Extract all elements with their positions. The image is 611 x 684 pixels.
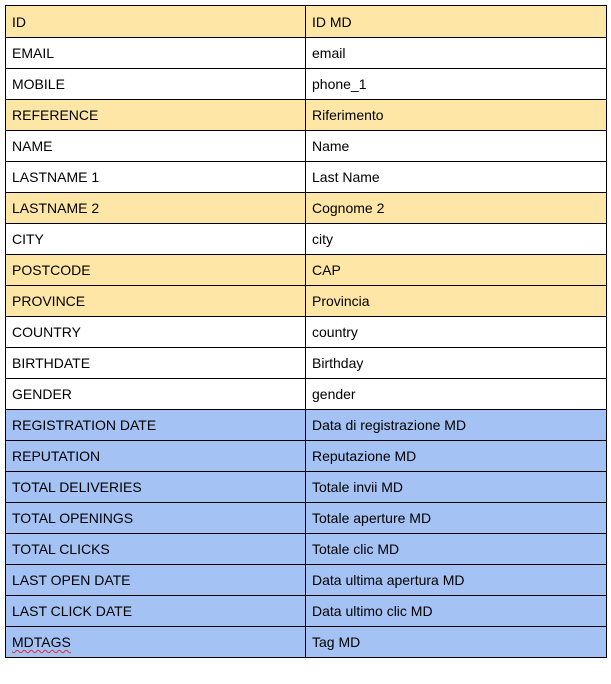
cell-id-md[interactable] [306, 100, 607, 131]
document-page [5, 5, 607, 658]
cell-id-md-text: city [312, 231, 333, 247]
cell-id-md-text: Tag MD [312, 634, 361, 650]
cell-id-text: EMAIL [12, 45, 55, 61]
table-row [6, 193, 607, 224]
cell-id-text: MOBILE [12, 76, 65, 92]
table-row [6, 286, 607, 317]
field-mapping-table [5, 5, 607, 658]
cell-id[interactable] [6, 255, 306, 286]
cell-id-md-text: Totale aperture MD [312, 510, 432, 526]
cell-id[interactable] [6, 627, 306, 658]
table-row [6, 6, 607, 38]
cell-id-text: TOTAL CLICKS [12, 541, 110, 557]
cell-id-md-text: Name [312, 138, 350, 154]
cell-id-md[interactable] [306, 472, 607, 503]
cell-id[interactable] [6, 6, 306, 38]
cell-id-text: LASTNAME 1 [12, 169, 100, 185]
table-row [6, 131, 607, 162]
cell-id-md[interactable] [306, 379, 607, 410]
cell-id-md[interactable] [306, 441, 607, 472]
cell-id-text: NAME [12, 138, 53, 154]
cell-id-md[interactable] [306, 162, 607, 193]
cell-id-md-text: email [312, 45, 346, 61]
cell-id-text: MDTAGS [12, 634, 71, 650]
cell-id-md[interactable] [306, 534, 607, 565]
table-row [6, 596, 607, 627]
cell-id-md[interactable] [306, 38, 607, 69]
cell-id-text: LAST OPEN DATE [12, 572, 131, 588]
cell-id-md[interactable] [306, 131, 607, 162]
cell-id-md[interactable] [306, 348, 607, 379]
cell-id-md-text: Birthday [312, 355, 364, 371]
cell-id-md-text: Riferimento [312, 107, 384, 123]
cell-id-md-text: Data ultima apertura MD [312, 572, 465, 588]
cell-id-md[interactable] [306, 317, 607, 348]
cell-id[interactable] [6, 131, 306, 162]
cell-id-md-text: Data ultimo clic MD [312, 603, 433, 619]
table-row [6, 255, 607, 286]
cell-id-md[interactable] [306, 69, 607, 100]
cell-id[interactable] [6, 348, 306, 379]
cell-id[interactable] [6, 410, 306, 441]
cell-id-text: COUNTRY [12, 324, 81, 340]
cell-id-md-text: Data di registrazione MD [312, 417, 467, 433]
cell-id-md-text: Cognome 2 [312, 200, 385, 216]
cell-id[interactable] [6, 379, 306, 410]
cell-id-md[interactable] [306, 224, 607, 255]
cell-id-md[interactable] [306, 6, 607, 38]
cell-id-text: TOTAL DELIVERIES [12, 479, 142, 495]
table-body [6, 6, 607, 658]
table-row [6, 317, 607, 348]
cell-id-md[interactable] [306, 596, 607, 627]
table-row [6, 441, 607, 472]
table-row [6, 410, 607, 441]
cell-id[interactable] [6, 441, 306, 472]
cell-id-text: POSTCODE [12, 262, 91, 278]
table-row [6, 38, 607, 69]
cell-id-md-text: country [312, 324, 358, 340]
cell-id-text: GENDER [12, 386, 72, 402]
cell-id[interactable] [6, 224, 306, 255]
cell-id[interactable] [6, 38, 306, 69]
cell-id-text: PROVINCE [12, 293, 86, 309]
table-row [6, 69, 607, 100]
cell-id-md[interactable] [306, 193, 607, 224]
cell-id-text: LASTNAME 2 [12, 200, 100, 216]
table-row [6, 162, 607, 193]
cell-id[interactable] [6, 317, 306, 348]
cell-id-md-text: gender [312, 386, 356, 402]
table-row [6, 472, 607, 503]
cell-id-text: REPUTATION [12, 448, 101, 464]
cell-id-text: LAST CLICK DATE [12, 603, 133, 619]
cell-id-text: REFERENCE [12, 107, 99, 123]
cell-id[interactable] [6, 565, 306, 596]
cell-id[interactable] [6, 193, 306, 224]
cell-id-text: REGISTRATION DATE [12, 417, 157, 433]
cell-id-text: BIRTHDATE [12, 355, 91, 371]
cell-id-md-text: ID MD [312, 13, 352, 30]
cell-id-md-text: phone_1 [312, 76, 367, 92]
cell-id-md[interactable] [306, 286, 607, 317]
table-row [6, 348, 607, 379]
cell-id[interactable] [6, 596, 306, 627]
cell-id[interactable] [6, 162, 306, 193]
cell-id[interactable] [6, 534, 306, 565]
cell-id-text: ID [12, 13, 26, 30]
cell-id-md-text: Last Name [312, 169, 380, 185]
table-row [6, 379, 607, 410]
cell-id-text: TOTAL OPENINGS [12, 510, 134, 526]
cell-id-md[interactable] [306, 565, 607, 596]
cell-id-text: CITY [12, 231, 44, 247]
cell-id-md[interactable] [306, 410, 607, 441]
table-row [6, 627, 607, 658]
cell-id[interactable] [6, 472, 306, 503]
cell-id[interactable] [6, 503, 306, 534]
cell-id-md-text: Reputazione MD [312, 448, 417, 464]
table-row [6, 100, 607, 131]
table-row [6, 224, 607, 255]
cell-id-md[interactable] [306, 627, 607, 658]
cell-id[interactable] [6, 69, 306, 100]
cell-id-md[interactable] [306, 255, 607, 286]
table-row [6, 503, 607, 534]
cell-id[interactable] [6, 100, 306, 131]
cell-id-md-text: CAP [312, 262, 341, 278]
cell-id-md-text: Totale clic MD [312, 541, 400, 557]
cell-id-md[interactable] [306, 503, 607, 534]
cell-id[interactable] [6, 286, 306, 317]
cell-id-md-text: Provincia [312, 293, 370, 309]
table-row [6, 565, 607, 596]
table-row [6, 534, 607, 565]
cell-id-md-text: Totale invii MD [312, 479, 404, 495]
